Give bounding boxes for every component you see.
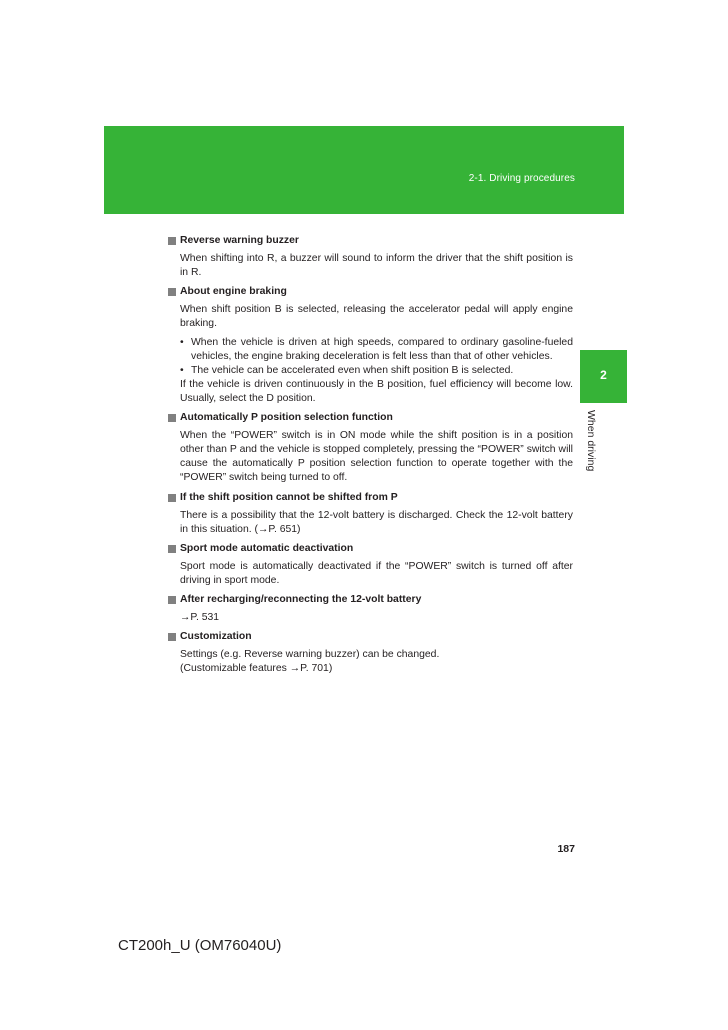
paragraph: Sport mode is automatically deactivated if the “POWER” switch is turned off after driving in sport mode.	[180, 560, 573, 586]
heading-text: After recharging/reconnecting the 12-volt battery	[180, 594, 422, 606]
page-number: 187	[557, 843, 575, 855]
bullet-item	[180, 336, 573, 364]
document-code: CT200h_U (OM76040U)	[118, 937, 282, 954]
heading-text: Reverse warning buzzer	[180, 235, 299, 246]
square-bullet-icon	[168, 545, 176, 553]
chapter-number: 2	[600, 368, 607, 382]
heading-text: Automatically P position selection function	[180, 412, 393, 424]
square-bullet-icon	[168, 494, 176, 502]
heading-text: Sport mode automatic deactivation	[180, 542, 354, 554]
paragraph: When the “POWER” switch is in ON mode while the shift position is in a position other than P and the vehicle is stopped completely, pressing the “POWER” switch will cause the automatically P position selection function to operate together with the “POWER” switch being turned to off.	[180, 430, 573, 484]
heading-sport-mode	[168, 542, 573, 556]
chapter-label: When driving	[585, 410, 597, 472]
square-bullet-icon	[168, 414, 176, 422]
square-bullet-icon	[168, 596, 176, 604]
paragraph: When shift position B is selected, releasing the accelerator pedal will apply engine braking.	[180, 304, 573, 330]
heading-text: Customization	[180, 631, 252, 643]
bullet-text: When the vehicle is driven at high speeds, compared to ordinary gasoline-fueled vehicles, the engine braking deceleration is felt less than that of other vehicles.	[191, 336, 573, 362]
heading-recharging	[168, 593, 573, 607]
heading-auto-p	[168, 411, 573, 425]
heading-customization	[168, 630, 573, 644]
paragraph: There is a possibility that the 12-volt battery is discharged. Check the 12-volt battery in this situation. (→P. 651)	[180, 509, 573, 535]
heading-engine-braking	[168, 285, 573, 299]
heading-text: If the shift position cannot be shifted from P	[180, 491, 398, 503]
bullet-item	[180, 364, 573, 378]
paragraph: When shifting into R, a buzzer will sound to inform the driver that the shift position is in R.	[180, 253, 573, 279]
bullet-dot-icon: •	[180, 364, 184, 376]
header-band	[104, 126, 624, 214]
paragraph: (Customizable features →P. 701)	[180, 663, 333, 675]
paragraph: Settings (e.g. Reverse warning buzzer) can be changed.	[180, 649, 440, 661]
heading-text: About engine braking	[180, 286, 287, 298]
square-bullet-icon	[168, 633, 176, 641]
chapter-tab	[580, 350, 627, 403]
paragraph: If the vehicle is driven continuously in the B position, fuel efficiency will become low. Usually, select the D position.	[180, 378, 573, 404]
bullet-dot-icon: •	[180, 336, 184, 348]
heading-reverse-warning	[168, 234, 573, 248]
page-reference: →P. 531	[180, 612, 220, 624]
section-title: 2-1. Driving procedures	[468, 173, 575, 184]
square-bullet-icon	[168, 288, 176, 296]
square-bullet-icon	[168, 237, 176, 245]
heading-cannot-shift	[168, 491, 573, 505]
page-content	[168, 234, 573, 677]
bullet-text: The vehicle can be accelerated even when shift position B is selected.	[191, 364, 514, 376]
